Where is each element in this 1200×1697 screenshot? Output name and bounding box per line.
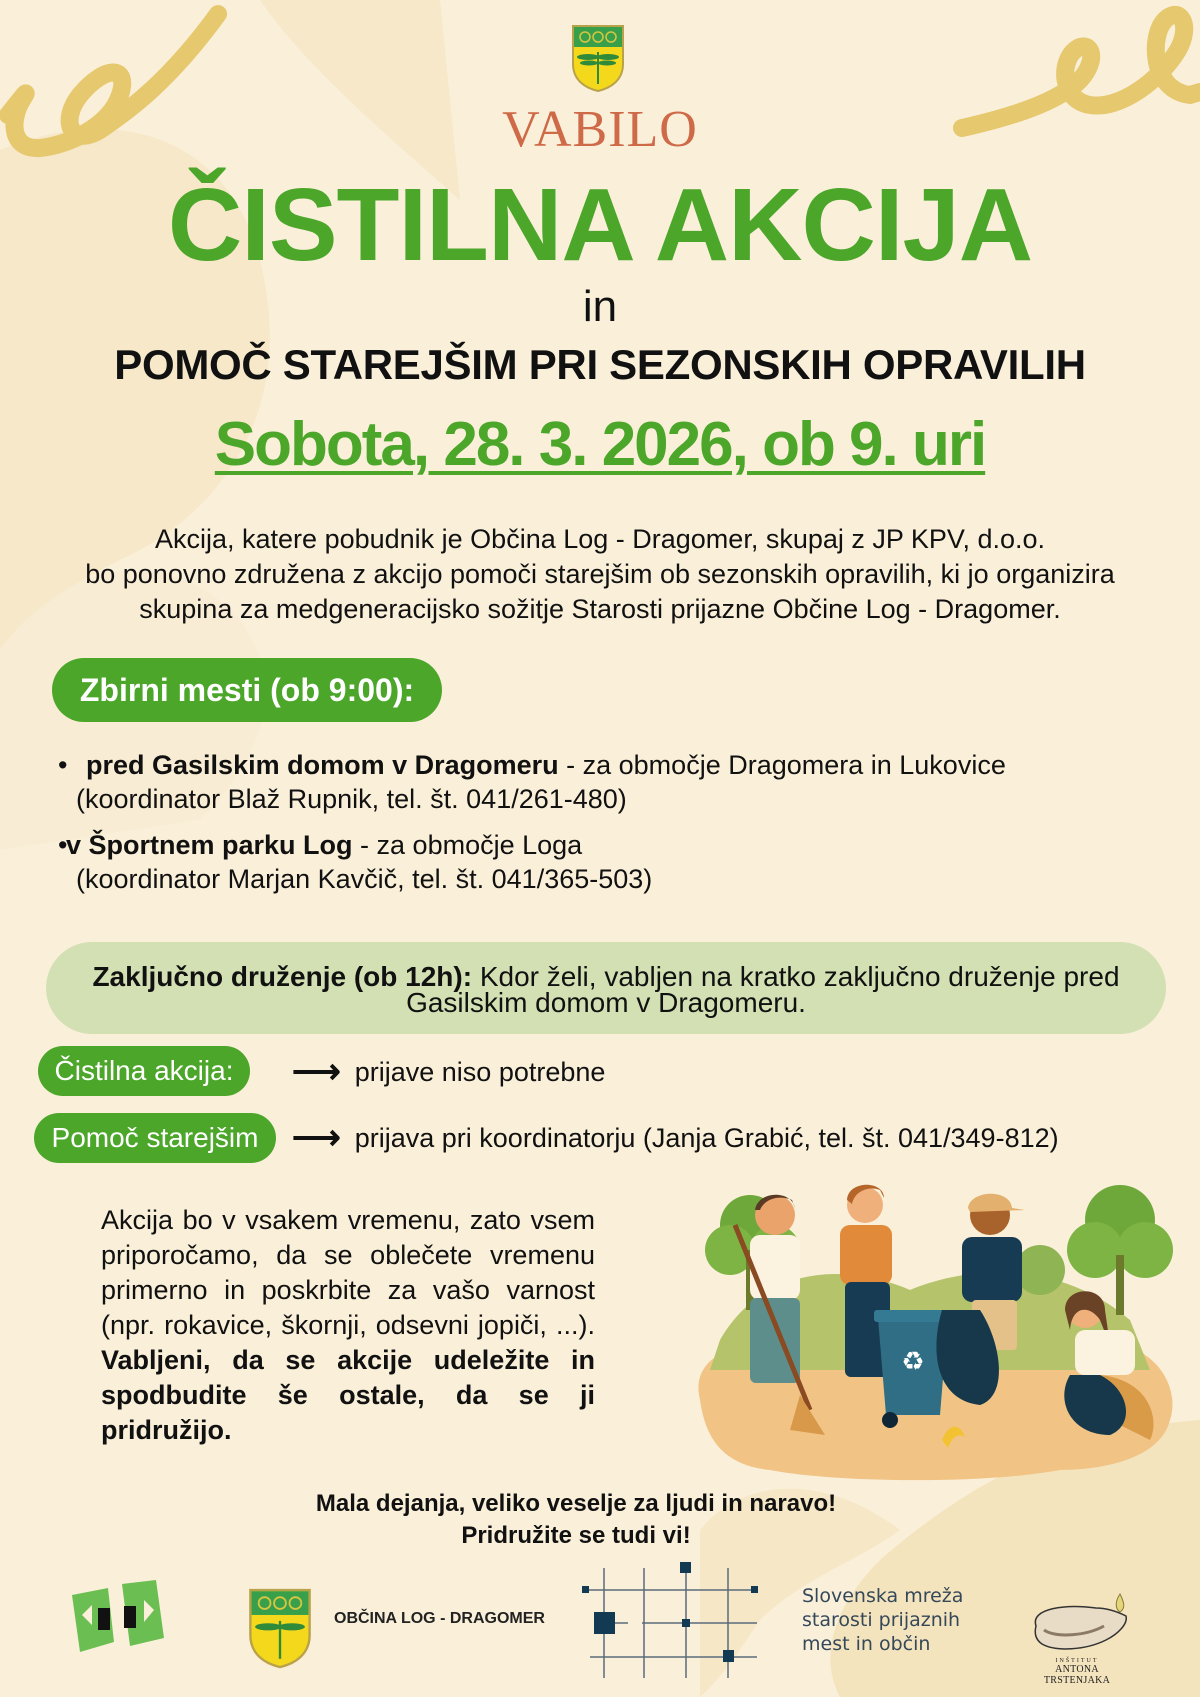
bullet-icon: • (58, 750, 68, 780)
page-title: ČISTILNA AKCIJA (167, 167, 1033, 282)
closing-gathering-label: Zaključno druženje (ob 12h): (92, 961, 473, 992)
coordinator-contact: (koordinator Blaž Rupnik, tel. št. 041/261-480) (76, 784, 627, 814)
closing-gathering-text: Kdor želi, vabljen na kratko zaključno druženje pred (472, 961, 1120, 992)
list-item (58, 748, 1158, 816)
meeting-points-list (58, 748, 1158, 908)
coordinator-contact: (koordinator Marjan Kavčič, tel. št. 041/365-503) (76, 864, 653, 894)
institut-logo-text: INŠTITUT ANTONA TRSTENJAKA (1043, 1658, 1111, 1686)
list-item (58, 828, 1158, 896)
registration-text: prijave niso potrebne (354, 1056, 606, 1087)
registration-text: prijava pri koordinatorju (Janja Grabić, tel. št. 041/349-812) (354, 1122, 1059, 1153)
oil-lamp-institut-logo-icon (1026, 1586, 1132, 1658)
kpv-logo-icon (68, 1580, 168, 1660)
slogan-line-2: Pridružite se tudi vi! (461, 1522, 691, 1549)
meeting-location: v Športnem parku Log (66, 830, 353, 860)
obcina-logo-text: OBČINA LOG - DRAGOMER (334, 1610, 545, 1627)
elderly-help-registration-info (292, 1118, 1059, 1158)
slogan-line-1: Mala dejanja, veliko veselje za ljudi in naravo! (315, 1490, 837, 1517)
closing-gathering-text-2: Gasilskim domom v Dragomeru. (406, 987, 806, 1018)
cleanup-registration-badge: Čistilna akcija: (38, 1046, 250, 1096)
volunteers-cleanup-illustration (680, 1170, 1180, 1485)
svg-text:♻: ♻ (901, 1347, 925, 1377)
mreza-grid-logo-icon (582, 1562, 762, 1680)
slogan (0, 1488, 1152, 1552)
obcina-crest-icon (571, 24, 625, 92)
weather-note (101, 1203, 595, 1448)
meeting-area: - za območje Dragomera in Lukovice (558, 750, 1006, 780)
arrow-right-icon: ⟶ (292, 1053, 341, 1091)
page-subtitle: POMOČ STAREJŠIM PRI SEZONSKIH OPRAVILIH (114, 341, 1086, 388)
elderly-help-registration-badge: Pomoč starejšim (34, 1113, 276, 1163)
bullet-icon: • (58, 830, 68, 860)
cleanup-registration-info (292, 1052, 605, 1092)
intro-line: bo ponovno združena z akcijo pomoči starejšim ob sezonskih opravilih, ki jo organizira (85, 559, 1115, 589)
arrow-right-icon: ⟶ (292, 1119, 341, 1157)
invitation-label: VABILO (502, 101, 698, 158)
event-date: Sobota, 28. 3. 2026, ob 9. uri (214, 410, 986, 479)
intro-line: skupina za medgeneracijsko sožitje Starosti prijazne Občine Log - Dragomer. (139, 594, 1061, 624)
closing-gathering-banner (46, 942, 1166, 1034)
intro-paragraph (30, 522, 1170, 627)
weather-note-text: Akcija bo v vsakem vremenu, zato vsem priporočamo, da se oblečete vremenu primerno in poskrbite za vašo varnost (npr. rokavice, škornji, odsevni jopiči, ...). (101, 1205, 595, 1340)
title-conjunction: in (582, 282, 618, 331)
intro-line: Akcija, katere pobudnik je Občina Log - Dragomer, skupaj z JP KPV, d.o.o. (155, 524, 1045, 554)
obcina-crest-icon (248, 1587, 312, 1669)
weather-note-call-to-action: Vabljeni, da se akcije udeležite in spodbudite še ostale, da se ji pridružijo. (101, 1345, 595, 1445)
meeting-points-heading: Zbirni mesti (ob 9:00): (52, 658, 442, 722)
meeting-area: - za območje Loga (352, 830, 583, 860)
mreza-logo-text: Slovenska mreža starosti prijaznih mest in občin (802, 1585, 964, 1655)
meeting-location: pred Gasilskim domom v Dragomeru (86, 750, 559, 780)
